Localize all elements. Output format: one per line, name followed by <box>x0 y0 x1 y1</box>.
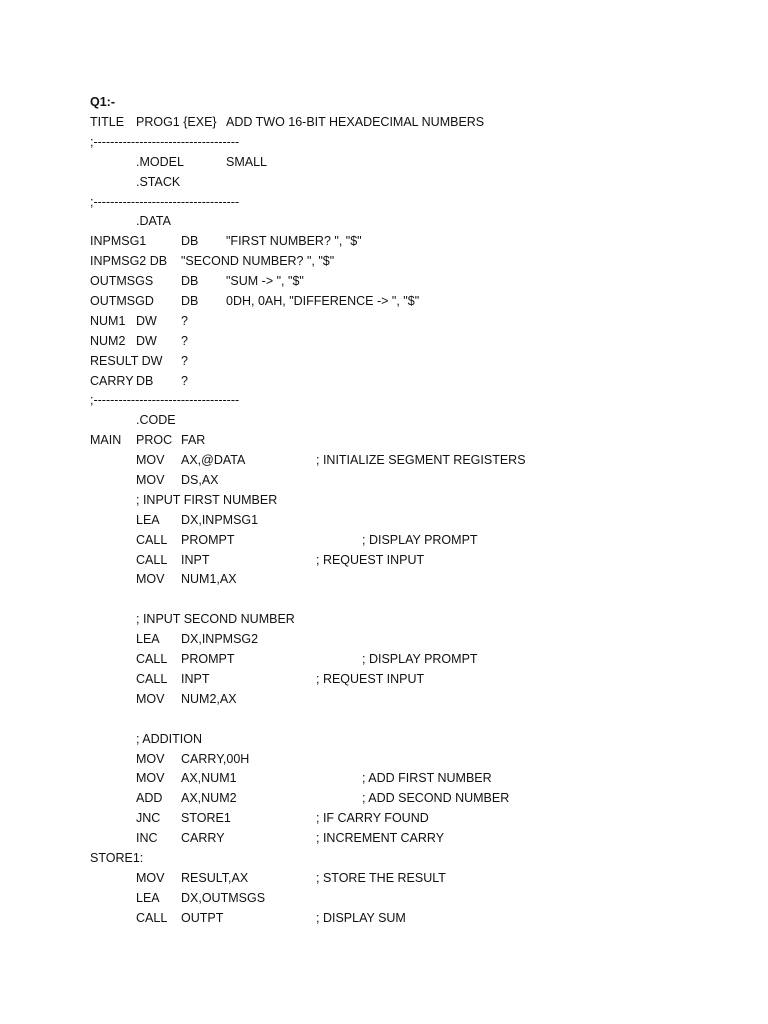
code-operand: RESULT,AX <box>181 870 249 885</box>
code-label: ;----------------------------------- <box>90 194 240 209</box>
code-label: INPMSG1 <box>90 234 147 249</box>
code-mnemonic: LEA <box>136 632 160 647</box>
code-argument: ADD TWO 16-BIT HEXADECIMAL NUMBERS <box>226 115 485 129</box>
code-operand: INPT <box>181 552 210 567</box>
code-mnemonic: ; ADDITION <box>136 731 202 746</box>
code-line <box>90 790 730 810</box>
code-mnemonic: CALL <box>136 552 168 567</box>
code-mnemonic: CALL <box>136 532 168 547</box>
code-mnemonic: JNC <box>136 811 161 826</box>
code-mnemonic: .MODEL <box>136 154 184 169</box>
code-operand: PROMPT <box>181 532 235 547</box>
code-operand: FAR <box>181 433 206 448</box>
code-line <box>90 890 730 910</box>
code-mnemonic: DW <box>136 313 157 328</box>
code-line <box>90 532 730 552</box>
code-comment-far: ; DISPLAY PROMPT <box>362 652 478 667</box>
code-comment: ; IF CARRY FOUND <box>316 811 429 826</box>
code-operand: DB <box>181 274 199 289</box>
code-label: OUTMSGS <box>90 274 154 289</box>
code-line <box>90 671 730 691</box>
code-line <box>90 373 730 393</box>
code-label: OUTMSGD <box>90 294 154 309</box>
code-line <box>90 492 730 512</box>
code-line <box>90 910 730 930</box>
code-operand: NUM1,AX <box>181 572 237 587</box>
code-comment-far: ; ADD FIRST NUMBER <box>362 771 492 786</box>
code-operand: ? <box>181 313 188 328</box>
code-operand: "SECOND NUMBER? ", "$" <box>181 254 335 269</box>
code-mnemonic: ; INPUT SECOND NUMBER <box>136 612 295 627</box>
code-mnemonic: MOV <box>136 691 165 706</box>
code-mnemonic: .STACK <box>136 174 181 189</box>
code-mnemonic: .DATA <box>136 214 171 229</box>
code-line <box>90 233 730 253</box>
code-operand: OUTPT <box>181 910 224 925</box>
code-line <box>90 591 730 611</box>
code-line <box>90 194 730 214</box>
code-label: NUM1 <box>90 313 126 328</box>
code-line <box>90 114 730 134</box>
code-comment-far: ; DISPLAY PROMPT <box>362 532 478 547</box>
code-line <box>90 333 730 353</box>
code-operand: CARRY,00H <box>181 751 250 766</box>
code-line <box>90 412 730 432</box>
code-label: CARRY <box>90 373 134 388</box>
code-mnemonic: PROC <box>136 433 173 448</box>
code-label: INPMSG2 DB <box>90 254 168 269</box>
code-line <box>90 213 730 233</box>
code-mnemonic: CALL <box>136 671 168 686</box>
code-mnemonic: DB <box>136 373 154 388</box>
code-line <box>90 731 730 751</box>
code-mnemonic: CALL <box>136 910 168 925</box>
code-operand: STORE1 <box>181 811 231 826</box>
code-operand: AX,NUM2 <box>181 791 237 806</box>
code-line <box>90 711 730 731</box>
code-mnemonic: INC <box>136 831 158 846</box>
code-line <box>90 751 730 771</box>
code-comment: ; DISPLAY SUM <box>316 910 406 925</box>
code-line <box>90 134 730 154</box>
code-mnemonic: CALL <box>136 652 168 667</box>
code-mnemonic: ADD <box>136 791 163 806</box>
code-operand: DX,INPMSG1 <box>181 512 259 527</box>
code-mnemonic: MOV <box>136 572 165 587</box>
code-operand: NUM2,AX <box>181 691 237 706</box>
code-line <box>90 571 730 591</box>
code-label: MAIN <box>90 433 122 448</box>
code-operand: ? <box>181 373 188 388</box>
code-mnemonic: MOV <box>136 751 165 766</box>
code-line <box>90 313 730 333</box>
code-argument: 0DH, 0AH, "DIFFERENCE -> ", "$" <box>226 294 420 309</box>
code-line <box>90 850 730 870</box>
code-operand: DS,AX <box>181 473 219 488</box>
code-line <box>90 353 730 373</box>
code-operand: PROMPT <box>181 652 235 667</box>
code-line <box>90 154 730 174</box>
code-comment: ; REQUEST INPUT <box>316 552 425 567</box>
code-mnemonic: MOV <box>136 771 165 786</box>
code-line <box>90 870 730 890</box>
assembly-code-listing <box>90 114 730 930</box>
code-mnemonic: LEA <box>136 890 160 905</box>
code-mnemonic: .CODE <box>136 413 176 428</box>
code-operand: DB <box>181 234 199 249</box>
code-operand: DB <box>181 294 199 309</box>
code-line <box>90 452 730 472</box>
code-mnemonic: DW <box>136 333 157 348</box>
code-label: ;----------------------------------- <box>90 393 240 408</box>
code-line <box>90 611 730 631</box>
code-label: NUM2 <box>90 333 126 348</box>
code-line <box>90 293 730 313</box>
code-line <box>90 810 730 830</box>
code-operand: AX,@DATA <box>181 453 246 468</box>
code-operand: CARRY <box>181 831 225 846</box>
code-line <box>90 432 730 452</box>
code-mnemonic: MOV <box>136 473 165 488</box>
code-operand: INPT <box>181 671 210 686</box>
code-label: TITLE <box>90 115 125 129</box>
code-argument: "FIRST NUMBER? ", "$" <box>226 234 362 249</box>
code-line <box>90 651 730 671</box>
code-operand: AX,NUM1 <box>181 771 237 786</box>
code-line <box>90 691 730 711</box>
code-line <box>90 512 730 532</box>
question-heading: Q1:- <box>90 95 115 109</box>
code-line <box>90 830 730 850</box>
code-line <box>90 472 730 492</box>
code-operand: ? <box>181 353 188 368</box>
code-argument: SMALL <box>226 154 267 169</box>
code-label: STORE1: <box>90 850 144 865</box>
code-label: RESULT DW <box>90 353 163 368</box>
code-operand: ? <box>181 333 188 348</box>
code-label: ;----------------------------------- <box>90 134 240 149</box>
code-line <box>90 770 730 790</box>
code-mnemonic: LEA <box>136 512 160 527</box>
code-comment: ; REQUEST INPUT <box>316 671 425 686</box>
code-operand: DX,OUTMSGS <box>181 890 266 905</box>
code-line <box>90 174 730 194</box>
code-argument: "SUM -> ", "$" <box>226 274 304 289</box>
code-operand: DX,INPMSG2 <box>181 632 259 647</box>
code-comment: ; INITIALIZE SEGMENT REGISTERS <box>316 453 526 468</box>
code-line <box>90 273 730 293</box>
code-comment: ; INCREMENT CARRY <box>316 831 445 846</box>
code-line <box>90 392 730 412</box>
code-mnemonic: MOV <box>136 870 165 885</box>
code-line <box>90 631 730 651</box>
code-mnemonic: ; INPUT FIRST NUMBER <box>136 492 278 507</box>
code-line <box>90 253 730 273</box>
code-mnemonic: PROG1 {EXE} <box>136 115 217 129</box>
code-line <box>90 552 730 572</box>
code-comment: ; STORE THE RESULT <box>316 870 446 885</box>
code-comment-far: ; ADD SECOND NUMBER <box>362 791 510 806</box>
code-mnemonic: MOV <box>136 453 165 468</box>
